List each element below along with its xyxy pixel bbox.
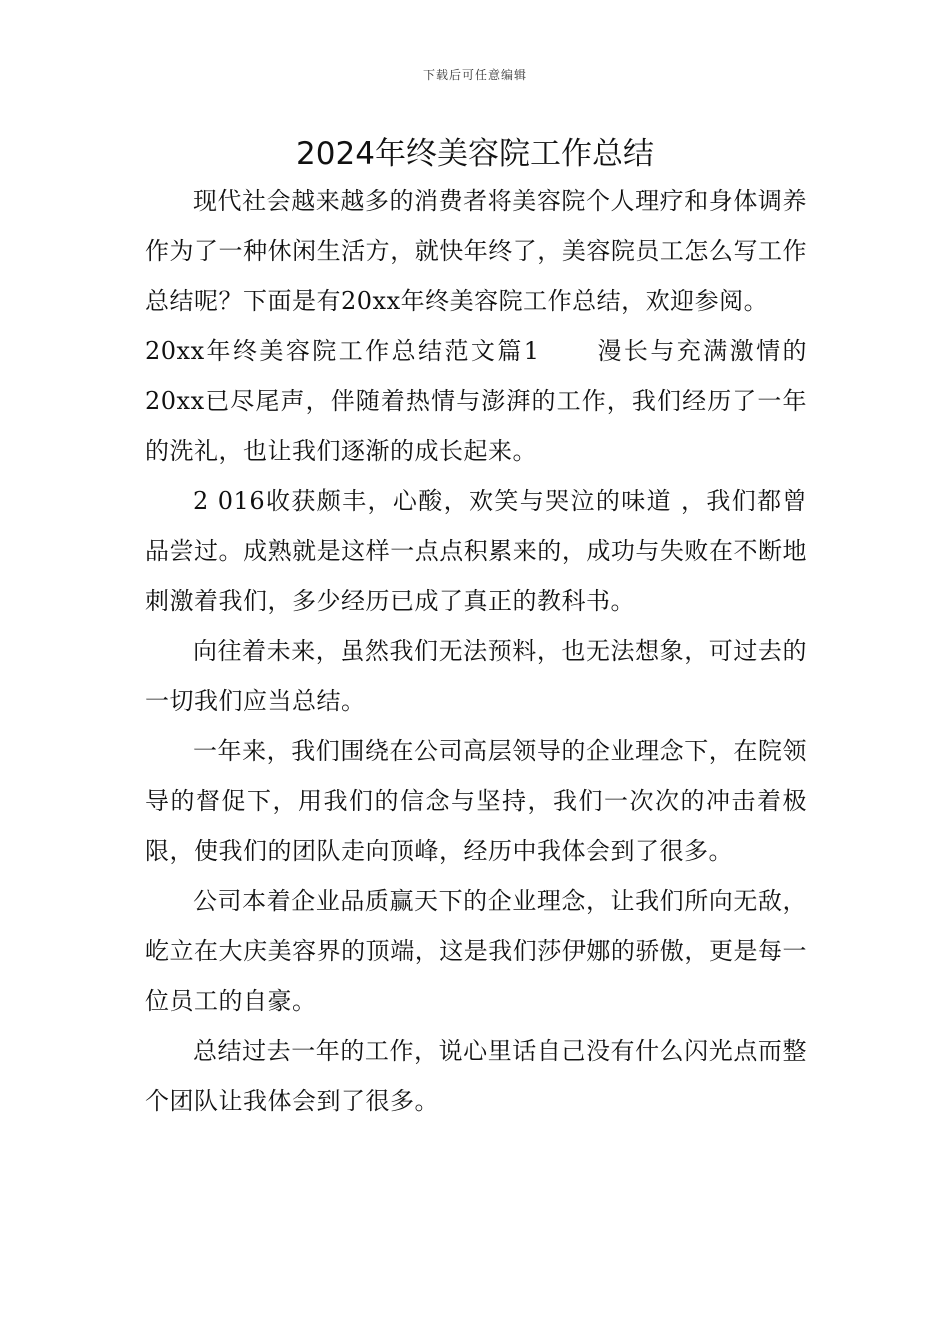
paragraph-company-philosophy: 公司本着企业品质赢天下的企业理念，让我们所向无敌，屹立在大庆美容界的顶端，这是我们莎伊娜的骄傲，更是每一位员工的自豪。 [145, 887, 807, 1015]
paragraph-summary: 总结过去一年的工作，说心里话自己没有什么闪光点而整个团队让我体会到了很多。 [145, 1037, 807, 1115]
section-heading: 20xx年终美容院工作总结范文篇1 [145, 337, 540, 365]
section-1-text: 漫长与充满激情的20xx已尽尾声，伴随着热情与澎湃的工作，我们经历了一年的洗礼，也让我们逐渐的成长起来。 [145, 337, 808, 465]
paragraph-section-1 [145, 326, 807, 476]
document-title: 2024年终美容院工作总结 [296, 136, 654, 172]
paragraph-2016: 2 016收获颇丰，心酸，欢笑与哭泣的味道 ，我们都曾品尝过。成熟就是这样一点点积累来的，成功与失败在不断地刺激着我们，多少经历已成了真正的教科书。 [145, 487, 807, 615]
paragraph-year-review: 一年来，我们围绕在公司高层领导的企业理念下，在院领导的督促下，用我们的信念与坚持，我们一次次的冲击着极限，使我们的团队走向顶峰，经历中我体会到了很多。 [145, 737, 807, 865]
paragraph-intro: 现代社会越来越多的消费者将美容院个人理疗和身体调养作为了一种休闲生活方，就快年终了，美容院员工怎么写工作总结呢？下面是有20xx年终美容院工作总结，欢迎参阅。 [145, 187, 807, 315]
header-note: 下载后可任意编辑 [422, 68, 527, 82]
paragraph-future: 向往着未来，虽然我们无法预料，也无法想象，可过去的一切我们应当总结。 [145, 637, 807, 715]
document-body [145, 176, 807, 1126]
